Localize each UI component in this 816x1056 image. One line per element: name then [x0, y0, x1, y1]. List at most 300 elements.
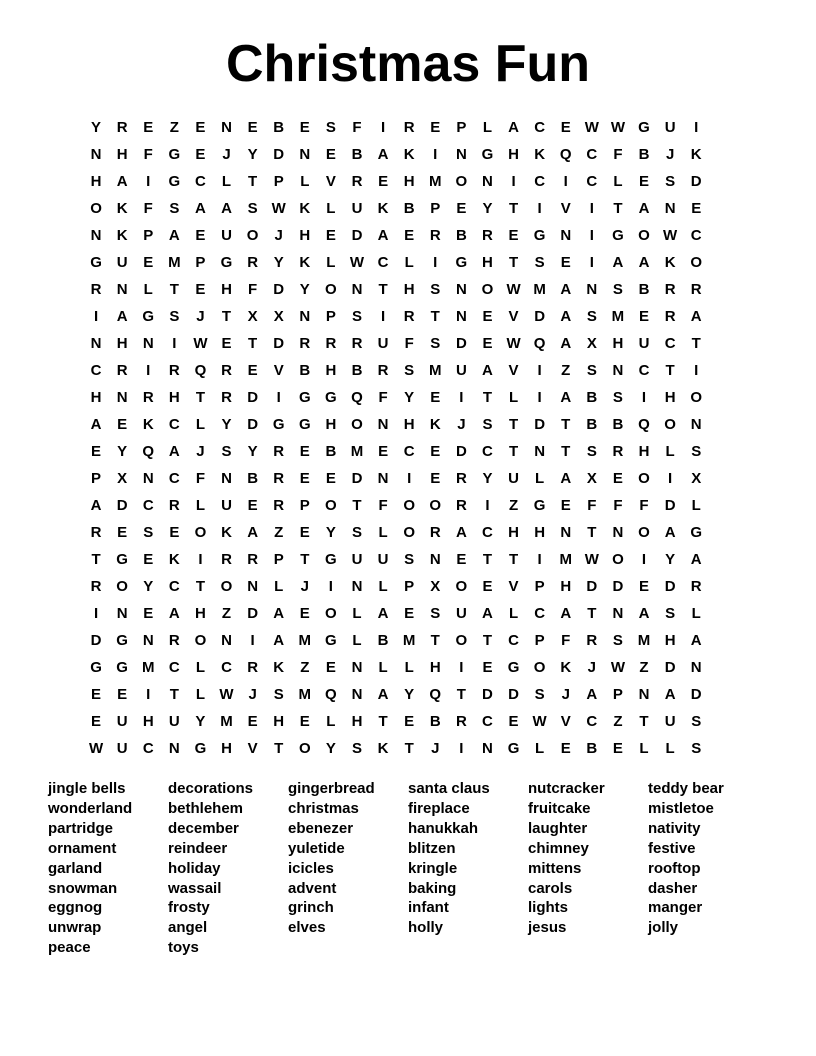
grid-letter[interactable]: G — [325, 389, 337, 406]
grid-letter[interactable]: H — [90, 389, 102, 406]
grid-letter[interactable]: O — [351, 416, 363, 433]
grid-letter[interactable]: R — [142, 389, 154, 406]
grid-letter[interactable]: H — [403, 173, 415, 190]
grid-letter[interactable]: H — [664, 389, 676, 406]
grid-letter[interactable]: A — [560, 605, 572, 622]
grid-letter[interactable]: J — [431, 740, 440, 757]
grid-letter[interactable]: I — [668, 470, 673, 487]
grid-letter[interactable]: G — [116, 632, 128, 649]
grid-letter[interactable]: A — [560, 308, 572, 325]
grid-letter[interactable]: N — [690, 659, 702, 676]
grid-letter[interactable]: F — [378, 389, 388, 406]
grid-letter[interactable]: J — [300, 578, 309, 595]
grid-letter[interactable]: N — [612, 605, 624, 622]
grid-letter[interactable]: M — [637, 632, 651, 649]
grid-letter[interactable]: E — [247, 497, 258, 514]
grid-letter[interactable]: D — [664, 578, 676, 595]
grid-letter[interactable]: E — [247, 362, 258, 379]
grid-letter[interactable]: Y — [117, 443, 128, 460]
grid-letter[interactable]: E — [691, 200, 702, 217]
grid-letter[interactable]: L — [691, 497, 701, 514]
grid-letter[interactable]: O — [116, 578, 128, 595]
grid-letter[interactable]: O — [90, 200, 102, 217]
grid-letter[interactable]: O — [638, 227, 650, 244]
grid-letter[interactable]: O — [298, 740, 311, 757]
grid-letter[interactable]: E — [639, 578, 650, 595]
grid-letter[interactable]: O — [403, 524, 415, 541]
grid-letter[interactable]: T — [430, 632, 440, 649]
grid-letter[interactable]: U — [664, 119, 676, 136]
grid-letter[interactable]: U — [116, 713, 128, 730]
grid-letter[interactable]: L — [378, 659, 388, 676]
grid-letter[interactable]: D — [534, 308, 546, 325]
grid-letter[interactable]: E — [91, 686, 102, 703]
grid-letter[interactable]: T — [561, 443, 571, 460]
grid-letter[interactable]: A — [638, 254, 650, 271]
grid-letter[interactable]: O — [612, 551, 624, 568]
grid-letter[interactable]: R — [377, 362, 389, 379]
grid-letter[interactable]: Z — [508, 497, 519, 514]
grid-letter[interactable]: J — [561, 686, 570, 703]
grid-letter[interactable]: L — [195, 659, 205, 676]
grid-letter[interactable]: D — [90, 632, 102, 649]
grid-letter[interactable]: C — [482, 524, 493, 541]
grid-letter[interactable]: T — [378, 713, 388, 730]
grid-letter[interactable]: O — [325, 605, 337, 622]
grid-letter[interactable]: C — [168, 470, 180, 487]
grid-letter[interactable]: O — [481, 281, 494, 298]
grid-letter[interactable]: Y — [143, 578, 154, 595]
grid-letter[interactable]: E — [221, 335, 232, 352]
grid-letter[interactable]: J — [274, 227, 283, 244]
grid-letter[interactable]: A — [273, 605, 285, 622]
grid-letter[interactable]: C — [482, 713, 493, 730]
grid-letter[interactable]: F — [143, 200, 153, 217]
grid-letter[interactable]: C — [168, 659, 180, 676]
grid-letter[interactable]: T — [248, 173, 258, 190]
grid-letter[interactable]: E — [508, 227, 519, 244]
grid-letter[interactable]: F — [143, 146, 153, 163]
grid-letter[interactable]: K — [299, 254, 311, 271]
grid-letter[interactable]: J — [457, 416, 466, 433]
grid-letter[interactable]: N — [142, 632, 154, 649]
grid-letter[interactable]: I — [172, 335, 177, 352]
grid-letter[interactable]: R — [247, 659, 259, 676]
grid-letter[interactable]: E — [299, 119, 310, 136]
grid-letter[interactable]: N — [116, 389, 128, 406]
grid-letter[interactable]: G — [481, 146, 494, 163]
grid-letter[interactable]: E — [325, 227, 336, 244]
grid-letter[interactable]: S — [612, 281, 623, 298]
grid-letter[interactable]: E — [560, 119, 571, 136]
grid-letter[interactable]: A — [168, 227, 180, 244]
grid-letter[interactable]: A — [690, 308, 702, 325]
grid-letter[interactable]: X — [691, 470, 702, 487]
grid-letter[interactable]: L — [665, 740, 675, 757]
grid-letter[interactable]: S — [612, 632, 623, 649]
grid-letter[interactable]: F — [248, 281, 258, 298]
grid-letter[interactable]: Y — [195, 713, 206, 730]
grid-letter[interactable]: Y — [404, 686, 415, 703]
grid-letter[interactable]: L — [404, 659, 414, 676]
grid-letter[interactable]: T — [508, 551, 519, 568]
grid-letter[interactable]: N — [142, 335, 154, 352]
grid-letter[interactable]: M — [559, 551, 572, 568]
grid-letter[interactable]: S — [691, 443, 702, 460]
grid-letter[interactable]: J — [222, 146, 231, 163]
grid-letter[interactable]: N — [299, 308, 311, 325]
grid-letter[interactable]: B — [586, 740, 598, 757]
grid-letter[interactable]: I — [250, 632, 255, 649]
grid-letter[interactable]: E — [325, 146, 336, 163]
grid-letter[interactable]: S — [482, 416, 493, 433]
grid-letter[interactable]: N — [377, 416, 389, 433]
grid-letter[interactable]: L — [352, 605, 362, 622]
grid-letter[interactable]: T — [300, 551, 310, 568]
grid-letter[interactable]: G — [90, 659, 102, 676]
grid-letter[interactable]: L — [691, 605, 701, 622]
grid-letter[interactable]: I — [433, 254, 438, 271]
grid-letter[interactable]: N — [142, 470, 154, 487]
grid-letter[interactable]: L — [404, 254, 414, 271]
grid-letter[interactable]: C — [638, 362, 650, 379]
grid-letter[interactable]: R — [455, 497, 467, 514]
grid-letter[interactable]: M — [402, 632, 416, 649]
grid-letter[interactable]: I — [93, 308, 99, 325]
grid-letter[interactable]: A — [168, 605, 180, 622]
grid-letter[interactable]: K — [534, 146, 546, 163]
grid-letter[interactable]: D — [664, 659, 676, 676]
grid-letter[interactable]: D — [455, 443, 467, 460]
grid-letter[interactable]: A — [377, 227, 389, 244]
grid-letter[interactable]: R — [273, 497, 285, 514]
grid-letter[interactable]: I — [433, 146, 438, 163]
grid-letter[interactable]: R — [247, 551, 259, 568]
grid-letter[interactable]: E — [143, 551, 154, 568]
grid-letter[interactable]: E — [404, 227, 415, 244]
grid-letter[interactable]: E — [91, 443, 102, 460]
grid-letter[interactable]: A — [560, 335, 572, 352]
grid-letter[interactable]: E — [430, 470, 441, 487]
grid-letter[interactable]: L — [274, 578, 284, 595]
grid-letter[interactable]: G — [533, 497, 546, 514]
grid-letter[interactable]: R — [664, 281, 676, 298]
grid-letter[interactable]: T — [195, 578, 205, 595]
grid-letter[interactable]: K — [299, 200, 311, 217]
grid-letter[interactable]: N — [429, 551, 441, 568]
grid-letter[interactable]: K — [142, 416, 154, 433]
grid-letter[interactable]: R — [429, 524, 441, 541]
grid-letter[interactable]: F — [404, 335, 414, 352]
grid-letter[interactable]: L — [482, 119, 493, 136]
grid-letter[interactable]: T — [248, 335, 258, 352]
grid-letter[interactable]: S — [404, 362, 415, 379]
grid-letter[interactable]: R — [403, 308, 415, 325]
grid-letter[interactable]: S — [691, 740, 702, 757]
grid-letter[interactable]: S — [430, 335, 441, 352]
grid-letter[interactable]: T — [378, 281, 388, 298]
grid-letter[interactable]: I — [589, 227, 594, 244]
grid-letter[interactable]: C — [168, 578, 180, 595]
grid-letter[interactable]: Z — [613, 713, 623, 730]
grid-letter[interactable]: G — [168, 146, 181, 163]
grid-letter[interactable]: D — [664, 497, 676, 514]
grid-letter[interactable]: B — [351, 362, 363, 379]
grid-letter[interactable]: Y — [325, 524, 336, 541]
grid-letter[interactable]: I — [407, 470, 412, 487]
grid-letter[interactable]: H — [560, 578, 572, 595]
grid-letter[interactable]: C — [586, 173, 598, 190]
grid-letter[interactable]: Y — [221, 416, 232, 433]
grid-letter[interactable]: R — [90, 524, 102, 541]
grid-letter[interactable]: A — [221, 200, 232, 217]
grid-letter[interactable]: H — [90, 173, 102, 190]
grid-letter[interactable]: C — [168, 416, 180, 433]
grid-letter[interactable]: L — [326, 254, 336, 271]
grid-letter[interactable]: S — [665, 605, 676, 622]
grid-letter[interactable]: X — [430, 578, 441, 595]
grid-letter[interactable]: W — [584, 551, 599, 568]
grid-letter[interactable]: G — [116, 551, 128, 568]
grid-letter[interactable]: C — [534, 119, 546, 136]
grid-letter[interactable]: P — [195, 254, 206, 271]
grid-letter[interactable]: N — [377, 470, 389, 487]
grid-letter[interactable]: G — [272, 416, 285, 433]
grid-letter[interactable]: I — [641, 551, 647, 568]
grid-letter[interactable]: C — [142, 497, 154, 514]
grid-letter[interactable]: T — [508, 200, 519, 217]
grid-letter[interactable]: P — [325, 308, 336, 325]
grid-letter[interactable]: E — [639, 173, 650, 190]
grid-letter[interactable]: I — [511, 173, 516, 190]
grid-letter[interactable]: S — [351, 740, 362, 757]
grid-letter[interactable]: V — [508, 362, 519, 379]
grid-letter[interactable]: Q — [325, 686, 337, 703]
grid-letter[interactable]: E — [325, 470, 336, 487]
grid-letter[interactable]: S — [586, 362, 597, 379]
grid-letter[interactable]: X — [586, 335, 597, 352]
grid-letter[interactable]: A — [560, 281, 572, 298]
grid-letter[interactable]: Z — [300, 659, 310, 676]
grid-letter[interactable]: O — [638, 470, 650, 487]
grid-letter[interactable]: B — [325, 443, 337, 460]
grid-letter[interactable]: H — [482, 254, 493, 271]
grid-letter[interactable]: E — [639, 308, 650, 325]
grid-letter[interactable]: E — [404, 713, 415, 730]
grid-letter[interactable]: A — [377, 146, 389, 163]
grid-letter[interactable]: B — [247, 470, 259, 487]
grid-letter[interactable]: L — [613, 173, 623, 190]
grid-letter[interactable]: B — [299, 362, 311, 379]
grid-letter[interactable]: G — [142, 308, 155, 325]
grid-letter[interactable]: D — [273, 146, 285, 163]
grid-letter[interactable]: A — [508, 119, 519, 136]
grid-letter[interactable]: I — [589, 200, 594, 217]
grid-letter[interactable]: A — [560, 389, 572, 406]
grid-letter[interactable]: C — [690, 227, 702, 244]
grid-letter[interactable]: D — [612, 578, 624, 595]
grid-letter[interactable]: O — [194, 524, 207, 541]
grid-letter[interactable]: N — [351, 578, 363, 595]
grid-letter[interactable]: L — [326, 200, 336, 217]
grid-letter[interactable]: R — [351, 335, 363, 352]
grid-letter[interactable]: C — [403, 443, 415, 460]
grid-letter[interactable]: N — [455, 308, 467, 325]
grid-letter[interactable]: H — [664, 632, 676, 649]
grid-letter[interactable]: L — [221, 173, 232, 190]
grid-letter[interactable]: C — [90, 362, 102, 379]
grid-letter[interactable]: N — [351, 281, 363, 298]
grid-letter[interactable]: O — [690, 254, 703, 271]
grid-letter[interactable]: B — [273, 119, 285, 136]
grid-letter[interactable]: E — [482, 659, 493, 676]
grid-letter[interactable]: R — [664, 308, 676, 325]
grid-letter[interactable]: R — [168, 497, 180, 514]
grid-letter[interactable]: E — [195, 227, 206, 244]
grid-letter[interactable]: L — [378, 578, 388, 595]
grid-letter[interactable]: O — [638, 524, 650, 541]
grid-letter[interactable]: S — [430, 281, 441, 298]
grid-letter[interactable]: R — [482, 227, 493, 244]
grid-letter[interactable]: M — [141, 659, 155, 676]
grid-letter[interactable]: U — [168, 713, 180, 730]
grid-letter[interactable]: A — [690, 632, 702, 649]
grid-letter[interactable]: L — [378, 524, 388, 541]
grid-letter[interactable]: S — [351, 524, 362, 541]
grid-letter[interactable]: A — [247, 524, 259, 541]
grid-letter[interactable]: E — [482, 578, 493, 595]
grid-letter[interactable]: R — [116, 362, 128, 379]
grid-letter[interactable]: F — [639, 497, 649, 514]
grid-letter[interactable]: S — [665, 173, 676, 190]
grid-letter[interactable]: C — [534, 605, 546, 622]
grid-letter[interactable]: E — [430, 119, 441, 136]
grid-letter[interactable]: R — [90, 281, 102, 298]
grid-letter[interactable]: Q — [559, 146, 572, 163]
grid-letter[interactable]: L — [195, 497, 205, 514]
grid-letter[interactable]: Y — [299, 281, 310, 298]
grid-letter[interactable]: P — [143, 227, 154, 244]
grid-letter[interactable]: E — [560, 497, 571, 514]
grid-letter[interactable]: C — [482, 443, 493, 460]
grid-letter[interactable]: Z — [561, 362, 571, 379]
grid-letter[interactable]: R — [690, 578, 702, 595]
grid-letter[interactable]: U — [351, 551, 363, 568]
grid-letter[interactable]: I — [563, 173, 568, 190]
grid-letter[interactable]: J — [196, 443, 205, 460]
grid-letter[interactable]: S — [534, 686, 545, 703]
grid-letter[interactable]: Y — [325, 740, 336, 757]
grid-letter[interactable]: R — [429, 227, 441, 244]
grid-letter[interactable]: A — [90, 416, 102, 433]
grid-letter[interactable]: P — [534, 578, 545, 595]
grid-letter[interactable]: R — [168, 632, 180, 649]
grid-letter[interactable]: W — [271, 200, 286, 217]
grid-letter[interactable]: K — [690, 146, 702, 163]
grid-letter[interactable]: A — [664, 686, 676, 703]
grid-letter[interactable]: N — [612, 524, 624, 541]
grid-letter[interactable]: Y — [404, 389, 415, 406]
grid-letter[interactable]: E — [430, 389, 441, 406]
grid-letter[interactable]: G — [690, 524, 703, 541]
grid-letter[interactable]: N — [221, 632, 232, 649]
grid-letter[interactable]: H — [221, 740, 232, 757]
grid-letter[interactable]: E — [91, 713, 102, 730]
grid-letter[interactable]: A — [90, 497, 102, 514]
grid-letter[interactable]: L — [665, 443, 675, 460]
grid-letter[interactable]: V — [560, 713, 571, 730]
grid-letter[interactable]: T — [613, 200, 623, 217]
grid-letter[interactable]: G — [168, 173, 181, 190]
grid-letter[interactable]: L — [508, 605, 519, 622]
grid-letter[interactable]: P — [456, 119, 467, 136]
grid-letter[interactable]: G — [325, 632, 337, 649]
grid-letter[interactable]: L — [535, 740, 545, 757]
grid-letter[interactable]: T — [639, 713, 649, 730]
grid-letter[interactable]: A — [273, 632, 285, 649]
grid-letter[interactable]: H — [429, 659, 441, 676]
grid-letter[interactable]: E — [117, 686, 128, 703]
grid-letter[interactable]: E — [195, 119, 206, 136]
grid-letter[interactable]: T — [482, 389, 493, 406]
grid-letter[interactable]: E — [143, 254, 154, 271]
grid-letter[interactable]: M — [298, 632, 312, 649]
grid-letter[interactable]: R — [116, 119, 128, 136]
grid-letter[interactable]: K — [168, 551, 180, 568]
grid-letter[interactable]: S — [586, 443, 597, 460]
grid-letter[interactable]: L — [508, 389, 519, 406]
grid-letter[interactable]: T — [508, 254, 519, 271]
grid-letter[interactable]: G — [194, 740, 207, 757]
grid-letter[interactable]: D — [351, 227, 363, 244]
grid-letter[interactable]: S — [430, 605, 441, 622]
grid-letter[interactable]: O — [690, 389, 703, 406]
grid-letter[interactable]: U — [116, 740, 128, 757]
grid-letter[interactable]: R — [221, 362, 232, 379]
grid-letter[interactable]: W — [610, 659, 625, 676]
grid-letter[interactable]: K — [560, 659, 572, 676]
grid-letter[interactable]: L — [195, 416, 205, 433]
grid-letter[interactable]: O — [429, 497, 442, 514]
grid-letter[interactable]: F — [587, 497, 597, 514]
grid-letter[interactable]: N — [351, 659, 363, 676]
grid-letter[interactable]: H — [638, 443, 650, 460]
grid-letter[interactable]: W — [663, 227, 678, 244]
grid-letter[interactable]: S — [351, 308, 362, 325]
grid-letter[interactable]: U — [664, 713, 676, 730]
grid-letter[interactable]: H — [116, 146, 128, 163]
grid-letter[interactable]: W — [349, 254, 365, 271]
grid-letter[interactable]: T — [665, 362, 675, 379]
grid-letter[interactable]: A — [455, 524, 467, 541]
grid-letter[interactable]: D — [247, 416, 259, 433]
grid-letter[interactable]: N — [586, 281, 598, 298]
grid-letter[interactable]: A — [560, 470, 572, 487]
grid-letter[interactable]: W — [506, 335, 521, 352]
grid-letter[interactable]: X — [273, 308, 284, 325]
grid-letter[interactable]: R — [221, 389, 232, 406]
grid-letter[interactable]: E — [612, 740, 623, 757]
grid-letter[interactable]: N — [221, 119, 232, 136]
grid-letter[interactable]: T — [587, 605, 597, 622]
grid-letter[interactable]: R — [325, 335, 337, 352]
grid-letter[interactable]: K — [221, 524, 232, 541]
grid-letter[interactable]: A — [377, 605, 389, 622]
grid-letter[interactable]: P — [273, 551, 284, 568]
grid-letter[interactable]: T — [691, 335, 701, 352]
grid-letter[interactable]: D — [273, 281, 285, 298]
grid-letter[interactable]: S — [534, 254, 545, 271]
